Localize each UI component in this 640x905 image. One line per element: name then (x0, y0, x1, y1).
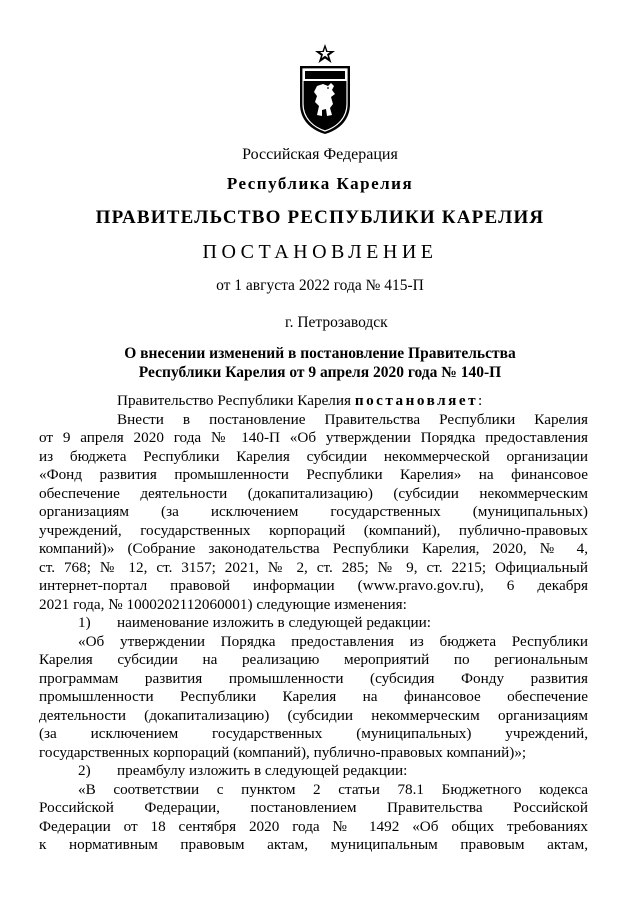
quote-line: «В соответствии с пунктом 2 статьи 78.1 Бюджетного кодекса (78, 780, 588, 798)
paragraph-line: от 9 апреля 2020 года № 140-П «Об утверждении Порядка предоставления (39, 429, 588, 446)
paragraph-line: интернет-портал правовой информации (www.pravo.gov.ru), 6 декабря (39, 577, 588, 594)
quote-line: Карелия субсидии на реализацию мероприятий по региональным (39, 651, 588, 668)
list-item-number: 1) (78, 614, 91, 631)
quote-line: Российской Федерации, постановлением Правительства Российской (39, 799, 588, 816)
quote-line: «Об утверждении Порядка предоставления из бюджета Республики (78, 632, 588, 650)
quote-line: промышленности Республики Карелия на финансовое обеспечение (39, 688, 588, 705)
quote-line: деятельности (докапитализацию) (субсидии некоммерческим организациям (39, 706, 588, 724)
list-item-1 (78, 614, 588, 633)
country-name: Российская Федерация (242, 146, 398, 163)
quote-line: (за исключением государственных (муниципальных) учреждений, (39, 725, 588, 742)
subject-line: О внесении изменений в постановление Правительства (124, 345, 516, 362)
quote-line: Федерации от 18 сентября 2020 года № 1492 «Об общих требованиях (39, 817, 588, 835)
quote-line: программам развития промышленности (субсидия Фонду развития (39, 669, 588, 687)
list-item-text: наименование изложить в следующей редакции: (117, 614, 431, 631)
paragraph-line: учреждений, государственных корпораций (компаний), публично-правовых (39, 521, 588, 539)
subject-line: Республики Карелия от 9 апреля 2020 года № 140-П (138, 364, 502, 381)
main-paragraph (39, 410, 588, 615)
government-title: ПРАВИТЕЛЬСТВО РЕСПУБЛИКИ КАРЕЛИЯ (95, 207, 545, 228)
document-date-number: от 1 августа 2022 года № 415-П (216, 277, 424, 294)
intro-suffix: : (478, 392, 483, 409)
paragraph-line: организациям (за исключением государственных (муниципальных) (39, 503, 588, 520)
paragraph-line: из бюджета Республики Карелия субсидии некоммерческой организации (39, 447, 588, 465)
paragraph-line: Внести в постановление Правительства Республики Карелия (117, 410, 588, 428)
coat-of-arms-karelia-icon (297, 42, 353, 136)
paragraph-line: 2021 года, № 1000202112060001) следующие изменения: (39, 595, 407, 613)
intro-resolves: постановляет (354, 392, 479, 409)
list-item-text: преамбулу изложить в следующей редакции: (117, 762, 408, 779)
document-city: г. Петрозаводск (285, 314, 388, 331)
list-item-2 (78, 762, 588, 781)
republic-name: Республика Карелия (226, 174, 414, 193)
paragraph-line: обеспечение деятельности (докапитализацию) (субсидии некоммерческим (39, 484, 588, 502)
quote-line: к нормативным правовым актам, муниципальным правовым актам, (39, 836, 588, 853)
document-type: ПОСТАНОВЛЕНИЕ (202, 241, 438, 263)
quote-line: государственных корпораций (компаний), публично-правовых компаний)»; (39, 743, 527, 761)
paragraph-line: «Фонд развития промышленности Республики Карелия» на финансовое (39, 466, 588, 483)
intro-prefix: Правительство Республики Карелия (117, 392, 355, 409)
document-body (39, 392, 588, 855)
list-item-number: 2) (78, 762, 91, 779)
paragraph-line: ст. 768; № 12, ст. 3157; 2021, № 2, ст. 285; № 9, ст. 2215; Официальный (39, 558, 588, 576)
quote-block-1 (39, 632, 588, 763)
intro-paragraph (78, 392, 588, 411)
quote-block-2 (39, 780, 588, 855)
document-subject (0, 344, 640, 382)
paragraph-line: компаний)» (Собрание законодательства Республики Карелия, 2020, № 4, (39, 540, 588, 557)
